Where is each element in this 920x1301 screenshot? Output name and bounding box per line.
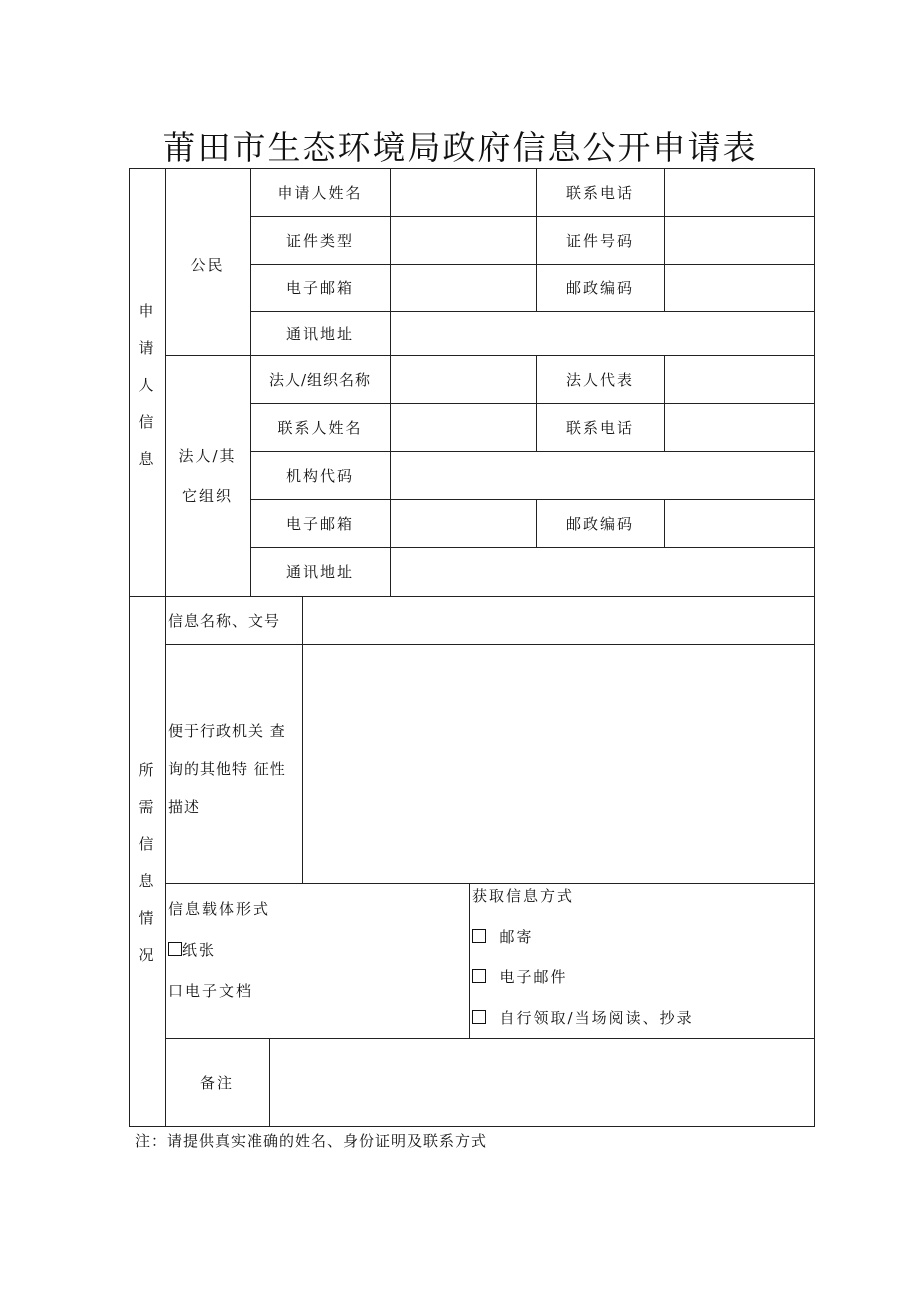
section-label-divider [165,168,166,1127]
description-label [168,712,302,826]
address-field[interactable] [391,312,814,355]
option-label: 邮寄 [499,928,534,946]
org-phone-field[interactable] [665,404,814,451]
method-label: 获取信息方式 [472,887,575,905]
label-line: 描述 [168,798,201,816]
method-option-email[interactable] [472,966,568,987]
org-address-label: 通讯地址 [285,563,354,581]
option-label: 电子邮件 [499,968,568,986]
row-line [165,883,815,884]
org-name-field[interactable] [391,356,536,403]
label-char: 请 [138,338,156,357]
organization-group-label [165,436,250,516]
id-type-field[interactable] [391,217,536,264]
info-name-field[interactable] [303,597,814,644]
org-code-field[interactable] [391,452,814,499]
label-char: 息 [138,872,156,890]
label-line: 它组织 [181,487,233,505]
label-line: 法人/其 [178,447,237,465]
label-char: 信 [138,835,156,853]
id-type-label: 证件类型 [285,231,354,250]
remarks-label: 备注 [199,1073,234,1092]
contact-name-label: 联系人姓名 [277,418,363,437]
org-code-label: 机构代码 [285,466,354,485]
carrier-option-electronic[interactable] [168,980,253,1001]
postcode-label: 邮政编码 [565,279,634,297]
method-option-pickup[interactable] [472,1007,694,1028]
label-char: 况 [138,946,156,964]
email-field[interactable] [391,265,536,311]
option-label: 电子文档 [185,982,254,1000]
label-char: 需 [138,798,156,816]
option-label: 纸张 [182,941,217,959]
remarks-field[interactable] [270,1039,814,1126]
applicant-name-label: 申请人姓名 [277,183,363,202]
carrier-label: 信息载体形式 [168,900,271,918]
label-char: 息 [138,449,156,468]
org-email-label: 电子邮箱 [285,514,354,533]
phone-label: 联系电话 [565,183,634,202]
checkbox-glyph[interactable]: 口 [168,982,186,1000]
org-postcode-field[interactable] [665,500,814,547]
email-label: 电子邮箱 [285,279,354,297]
applicant-name-field[interactable] [391,169,536,216]
contact-name-field[interactable] [391,404,536,451]
label-line: 便于行政机关 查 [168,722,286,740]
table-border-bottom [129,1126,815,1127]
option-label: 自行领取/当场阅读、抄录 [499,1009,694,1027]
label-char: 申 [138,301,156,320]
citizen-group-label: 公民 [190,255,225,274]
checkbox-icon[interactable] [168,942,182,956]
label-line: 询的其他特 征性 [168,760,286,778]
checkbox-icon[interactable] [472,929,486,943]
applicant-section-label [129,290,165,480]
org-phone-label: 联系电话 [565,418,634,437]
legal-rep-label: 法人代表 [565,370,634,389]
method-option-mail[interactable] [472,926,534,947]
description-field[interactable] [303,645,814,883]
checkbox-icon[interactable] [472,1010,486,1024]
address-label: 通讯地址 [285,324,354,343]
legal-rep-field[interactable] [665,356,814,403]
postcode-field[interactable] [665,265,814,311]
org-name-label: 法人/组织名称 [268,370,372,389]
phone-field[interactable] [665,169,814,216]
label-char: 所 [138,761,156,779]
carrier-option-paper[interactable] [168,939,216,960]
label-char: 信 [138,412,156,431]
org-address-field[interactable] [391,548,814,596]
id-number-field[interactable] [665,217,814,264]
footnote: 注：请提供真实准确的姓名、身份证明及联系方式 [135,1132,488,1150]
form-title: 莆田市生态环境局政府信息公开申请表 [162,128,758,167]
info-section-label [129,748,165,978]
org-postcode-label: 邮政编码 [565,514,634,533]
checkbox-icon[interactable] [472,969,486,983]
label-char: 人 [138,375,156,394]
info-name-label: 信息名称、文号 [168,611,281,630]
id-number-label: 证件号码 [565,231,634,250]
label-char: 情 [138,909,156,927]
org-email-field[interactable] [391,500,536,547]
carrier-method-divider [469,883,470,1038]
